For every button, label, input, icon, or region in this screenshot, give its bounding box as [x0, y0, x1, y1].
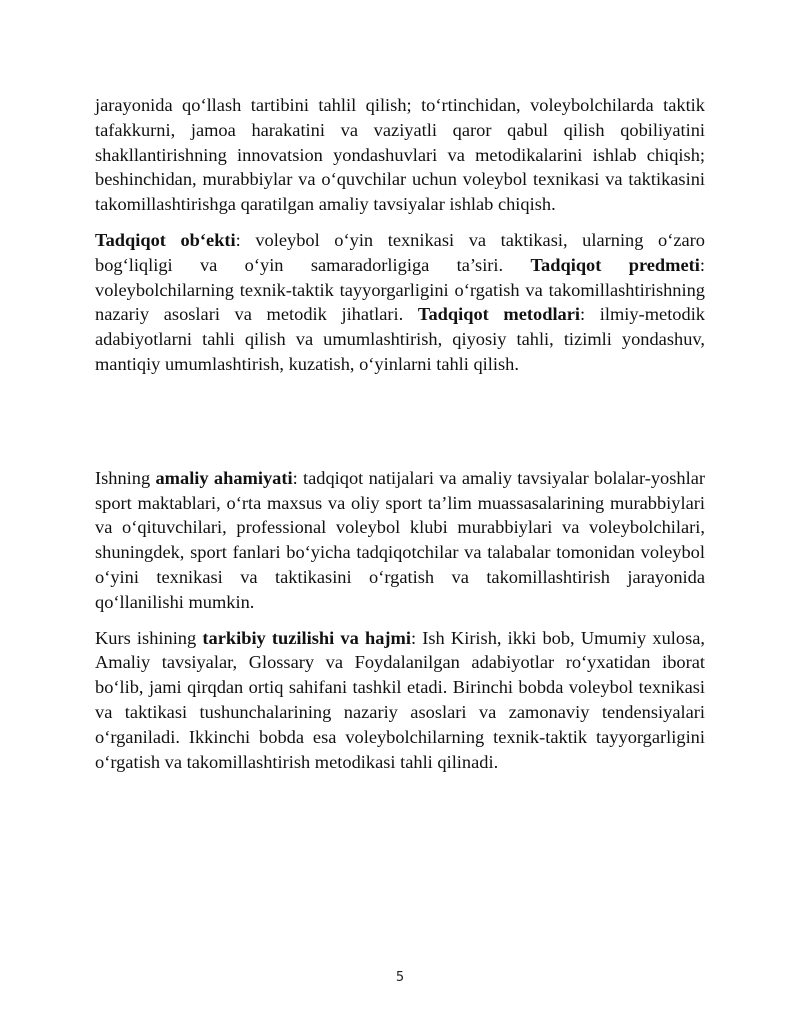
research-subject-label: Tadqiqot predmeti	[530, 254, 700, 275]
paragraph-tasks-continued: jarayonida qo‘llash tartibini tahlil qilish; to‘rtinchidan, voleybolchilarda taktik tafakkurni, jamoa harakatini va vaziyatli qaror qabul qilish qobiliyatini shakllantirishning innovatsion yondashuvlari va metodikalarini ishlab chiqish; beshinchidan, murabbiylar va o‘quvchilar uchun voleybol texnikasi va taktikasini takomillashtirishga qaratilgan amaliy tavsiyalar ishlab chiqish.	[95, 95, 705, 215]
document-page	[95, 93, 705, 774]
paragraph-spacer	[95, 217, 705, 228]
structure-volume-prefix: Kurs ishining	[95, 627, 203, 648]
research-object-label: Tadqiqot ob‘ekti	[95, 229, 236, 250]
practical-significance-prefix: Ishning	[95, 467, 156, 488]
practical-significance-text: : tadqiqot natijalari va amaliy tavsiyalar bolalar-yoshlar sport maktablari, o‘rta maxsus va oliy sport ta’lim muassasalarining murabbiylari va o‘qituvchilari, professional voleybol klubi murabbiylari va voleybolchilari, shuningdek, sport fanlari bo‘yicha tadqiqotchilar va talabalar tomonidan voleybol o‘yini texnikasi va taktikasini o‘rgatish va takomillashtirish jarayonida qo‘llanilishi mumkin.	[95, 467, 705, 612]
paragraph-spacer	[95, 615, 705, 626]
research-subject-text: : voleybolchilarning texnik-taktik tayyorgarligini o‘rgatish va takomillashtirishning nazariy asoslari va metodik jihatlari.	[95, 254, 705, 325]
structure-volume-label: tarkibiy tuzilishi va hajmi	[202, 627, 411, 648]
page-number: 5	[395, 970, 405, 985]
research-object-text: : voleybol o‘yin texnikasi va taktikasi, ularning o‘zaro bog‘liqligi va o‘yin samaradorligiga ta’siri.	[95, 229, 706, 275]
structure-volume-text: : Ish Kirish, ikki bob, Umumiy xulosa, Amaliy tavsiyalar, Glossary va Foydalanilgan adabiyotlar ro‘yxatidan iborat bo‘lib, jami qirqdan ortiq sahifani tashkil etadi. Birinchi bobda voleybol texnikasi va taktikasi tushunchalarining nazariy asoslari va zamonaviy tendensiyalari o‘rganiladi. Ikkinchi bobda esa voleybolchilarning texnik-taktik tayyorgarligini o‘rgatish va takomillashtirish metodikasi tahli qilinadi.	[95, 627, 705, 772]
paragraph-structure-volume	[95, 626, 705, 775]
research-methods-text: : ilmiy-metodik adabiyotlarni tahli qilish va umumlashtirish, qiyosiy tahli, tizimli yondashuv, mantiqiy umumlashtirish, kuzatish, o‘yinlarni tahli qilish.	[95, 304, 706, 374]
paragraph-practical-significance	[95, 466, 705, 615]
paragraph-research-object	[95, 228, 705, 377]
practical-significance-label: amaliy ahamiyati	[155, 467, 293, 488]
section-spacer	[95, 377, 705, 466]
research-methods-label: Tadqiqot metodlari	[417, 304, 581, 325]
